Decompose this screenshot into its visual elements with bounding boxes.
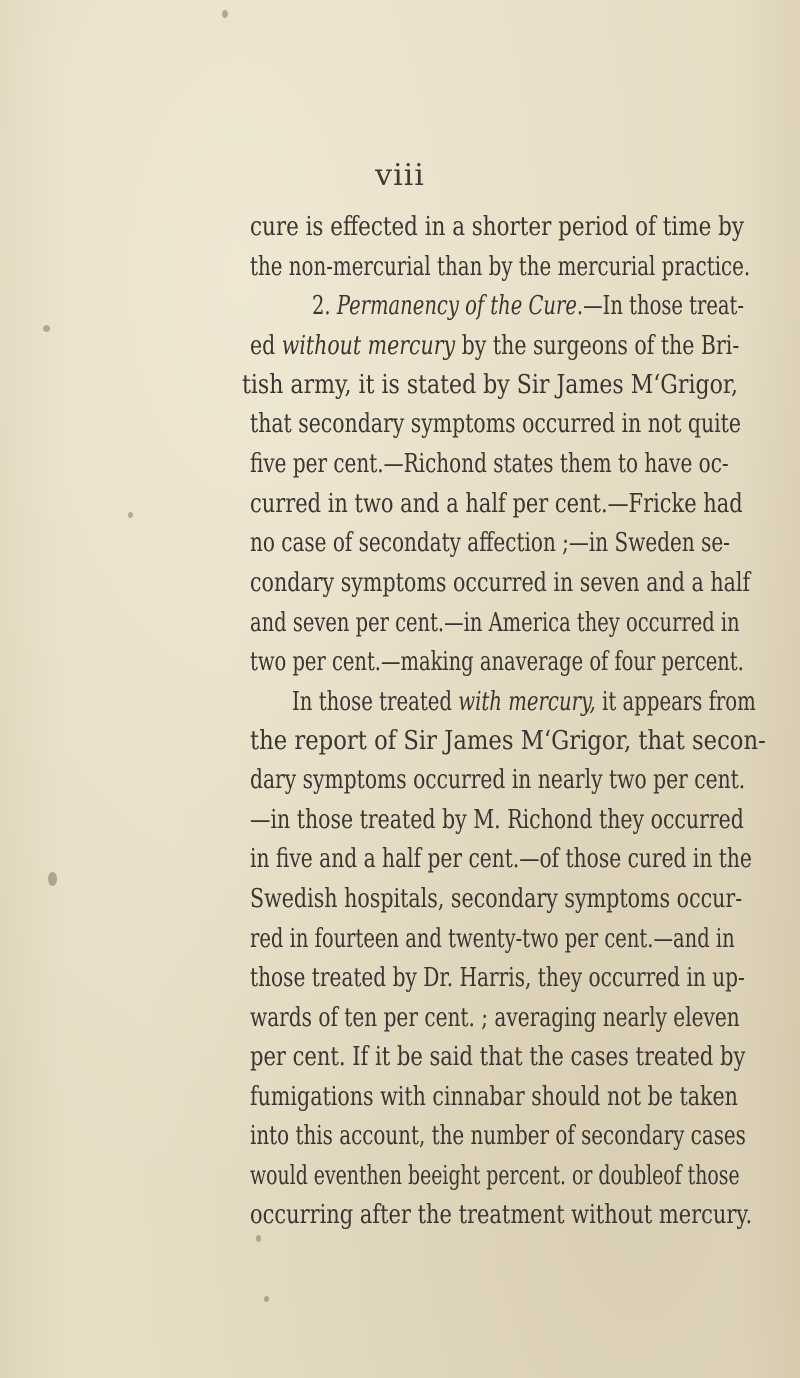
text-line: In those treated with mercury, it appears from	[292, 687, 756, 717]
text-line: cure is effected in a shorter period of time by	[250, 212, 744, 242]
text-line: five per cent.—Richond states them to have oc-	[250, 449, 729, 479]
text-line: per cent. If it be said that the cases treated by	[250, 1042, 746, 1072]
text-line: two per cent.—making anaverage of four percent.	[250, 647, 744, 677]
paper-speck	[48, 872, 57, 886]
paper-speck	[256, 1235, 261, 1242]
text-line: in five and a half per cent.—of those cured in the	[250, 844, 752, 874]
text-line: and seven per cent.—in America they occurred in	[250, 608, 740, 638]
text-line: the report of Sir James M‘Grigor, that secon-	[250, 726, 766, 756]
text-line: dary symptoms occurred in nearly two per cent.	[250, 765, 746, 795]
text-line: condary symptoms occurred in seven and a half	[250, 568, 751, 598]
text-line: 2. Permanency of the Cure.—In those treat-	[312, 291, 744, 321]
text-line: occurring after the treatment without mercury.	[250, 1200, 753, 1230]
text-line: curred in two and a half per cent.—Fricke had	[250, 489, 743, 519]
text-line: would eventhen beeight percent. or doubleof those	[250, 1161, 740, 1191]
paper-speck	[222, 10, 228, 18]
text-line: the non-mercurial than by the mercurial practice.	[250, 252, 751, 282]
text-line: into this account, the number of secondary cases	[250, 1121, 746, 1151]
text-line: fumigations with cinnabar should not be taken	[250, 1082, 738, 1112]
text-line: that secondary symptoms occurred in not quite	[250, 409, 741, 439]
paper-speck	[128, 512, 133, 518]
text-line: ed without mercury by the surgeons of the Bri-	[250, 331, 740, 361]
text-line: red in fourteen and twenty-two per cent.—and in	[250, 924, 735, 954]
text-line: Swedish hospitals, secondary symptoms occur-	[250, 884, 743, 914]
text-line: those treated by Dr. Harris, they occurred in up-	[250, 963, 745, 993]
text-line: tish army, it is stated by Sir James M‘Grigor,	[242, 370, 739, 400]
section-heading: Permanency of the Cure.	[336, 291, 584, 321]
paper-speck	[264, 1296, 269, 1302]
text-line: no case of secondaty affection ;—in Sweden se-	[250, 528, 730, 558]
text-line: —in those treated by M. Richond they occurred	[250, 805, 744, 835]
text-line: wards of ten per cent. ; averaging nearly eleven	[250, 1003, 740, 1033]
page-number: viii	[375, 158, 425, 193]
paper-speck	[43, 325, 50, 332]
